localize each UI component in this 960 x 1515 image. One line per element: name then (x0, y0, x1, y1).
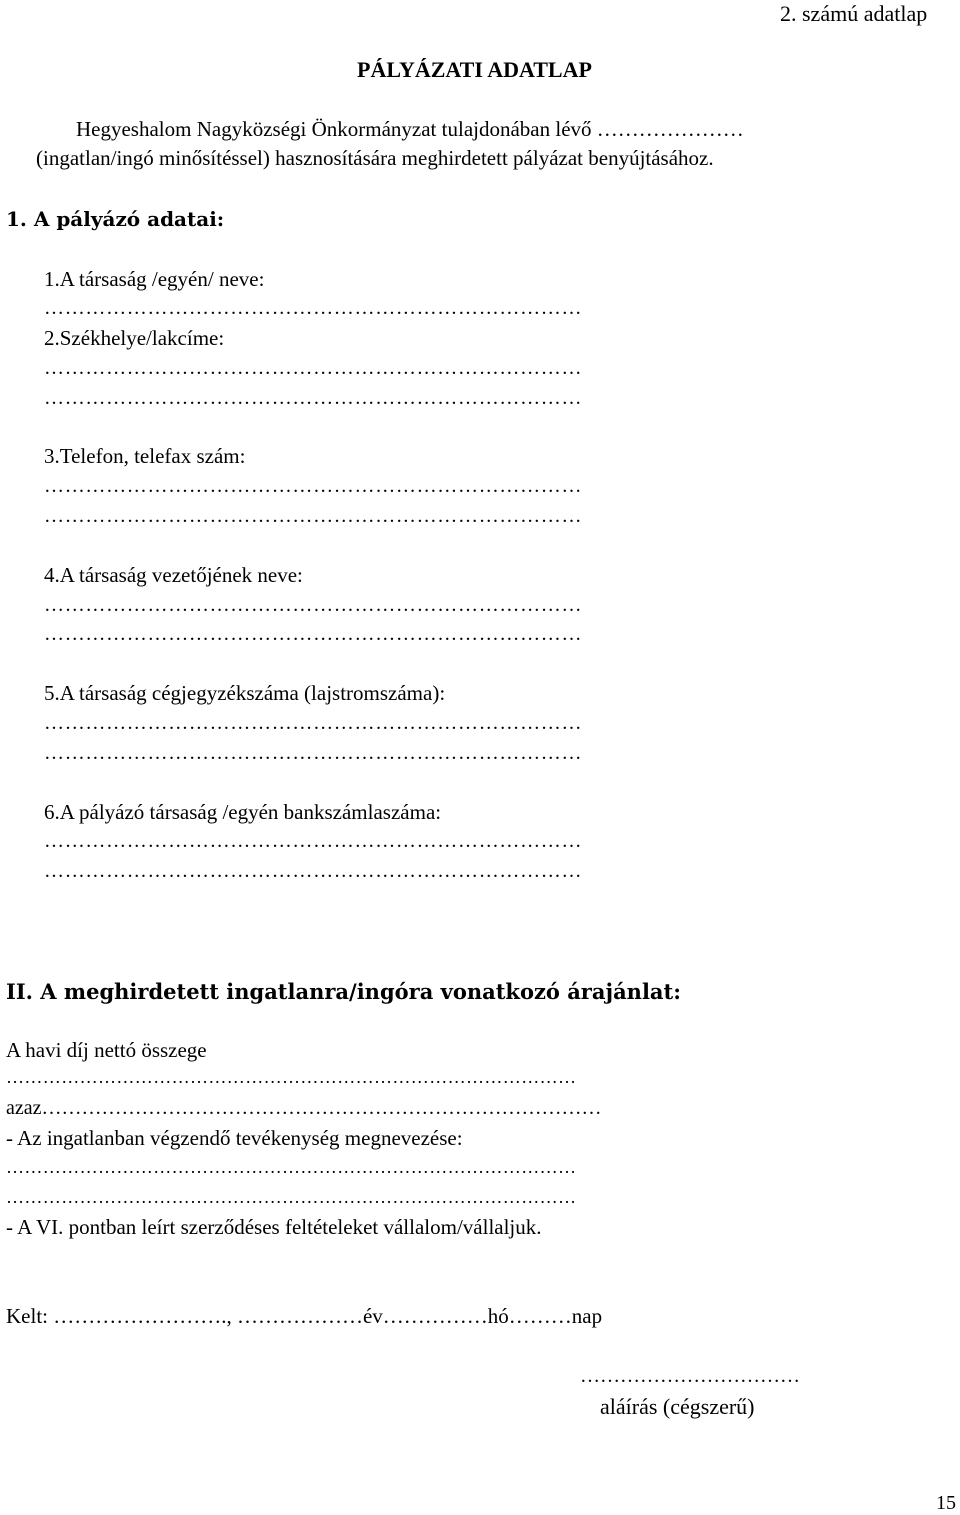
section-2-heading: II. A meghirdetett ingatlanra/ingóra vonatkozó árajánlat: (6, 979, 681, 1004)
accept-statement: - A VI. pontban leírt szerződéses feltételeket vállalom/vállaljuk. (6, 1215, 542, 1239)
fee-fill[interactable]: ………………………………………………………………………………… (6, 1067, 577, 1087)
signature-label: aláírás (cégszerű) (600, 1394, 755, 1419)
intro-line-1: Hegyeshalom Nagyközségi Önkormányzat tulajdonában lévő ………………… (76, 117, 744, 141)
field-fill-phone-2[interactable]: …………………………………………………………………… (44, 505, 583, 527)
section-1-heading: 1. A pályázó adatai: (6, 207, 225, 231)
field-label-manager: 4.A társaság vezetőjének neve: (44, 563, 303, 587)
field-label-registry: 5.A társaság cégjegyzékszáma (lajstromszáma): (44, 681, 446, 705)
field-label-phone: 3.Telefon, telefax szám: (44, 444, 246, 468)
field-label-bank: 6.A pályázó társaság /egyén bankszámlaszáma: (44, 800, 442, 824)
fee-label: A havi díj nettó összege (6, 1038, 207, 1062)
field-fill-manager-1[interactable]: …………………………………………………………………… (44, 594, 583, 616)
field-fill-address-2[interactable]: …………………………………………………………………… (44, 387, 583, 409)
field-fill-address-1[interactable]: …………………………………………………………………… (44, 357, 583, 379)
field-label-address: 2.Székhelye/lakcíme: (44, 326, 225, 350)
field-fill-registry-2[interactable]: …………………………………………………………………… (44, 742, 583, 764)
activity-fill-1[interactable]: ………………………………………………………………………………… (6, 1157, 577, 1177)
annex-label: 2. számú adatlap (780, 1, 928, 26)
intro-line-2: (ingatlan/ingó minősítéssel) hasznosítására meghirdetett pályázat benyújtásához. (36, 146, 714, 170)
fee-in-words[interactable]: azaz………………………………………………………………………… (6, 1097, 602, 1119)
activity-label: - Az ingatlanban végzendő tevékenység megnevezése: (6, 1126, 463, 1150)
field-fill-name[interactable]: …………………………………………………………………… (44, 297, 583, 319)
field-fill-bank-1[interactable]: …………………………………………………………………… (44, 830, 583, 852)
field-fill-manager-2[interactable]: …………………………………………………………………… (44, 623, 583, 645)
field-label-name: 1.A társaság /egyén/ neve: (44, 267, 265, 291)
field-fill-phone-1[interactable]: …………………………………………………………………… (44, 475, 583, 497)
page-number: 15 (936, 1492, 956, 1514)
field-fill-bank-2[interactable]: …………………………………………………………………… (44, 860, 583, 882)
page-title: PÁLYÁZATI ADATLAP (357, 57, 592, 82)
date-line[interactable]: Kelt: ……………………., ………………év……………hó………nap (6, 1304, 603, 1328)
activity-fill-2[interactable]: ………………………………………………………………………………… (6, 1187, 577, 1207)
field-fill-registry-1[interactable]: …………………………………………………………………… (44, 712, 583, 734)
signature-dots[interactable]: …………………………… (580, 1365, 800, 1387)
